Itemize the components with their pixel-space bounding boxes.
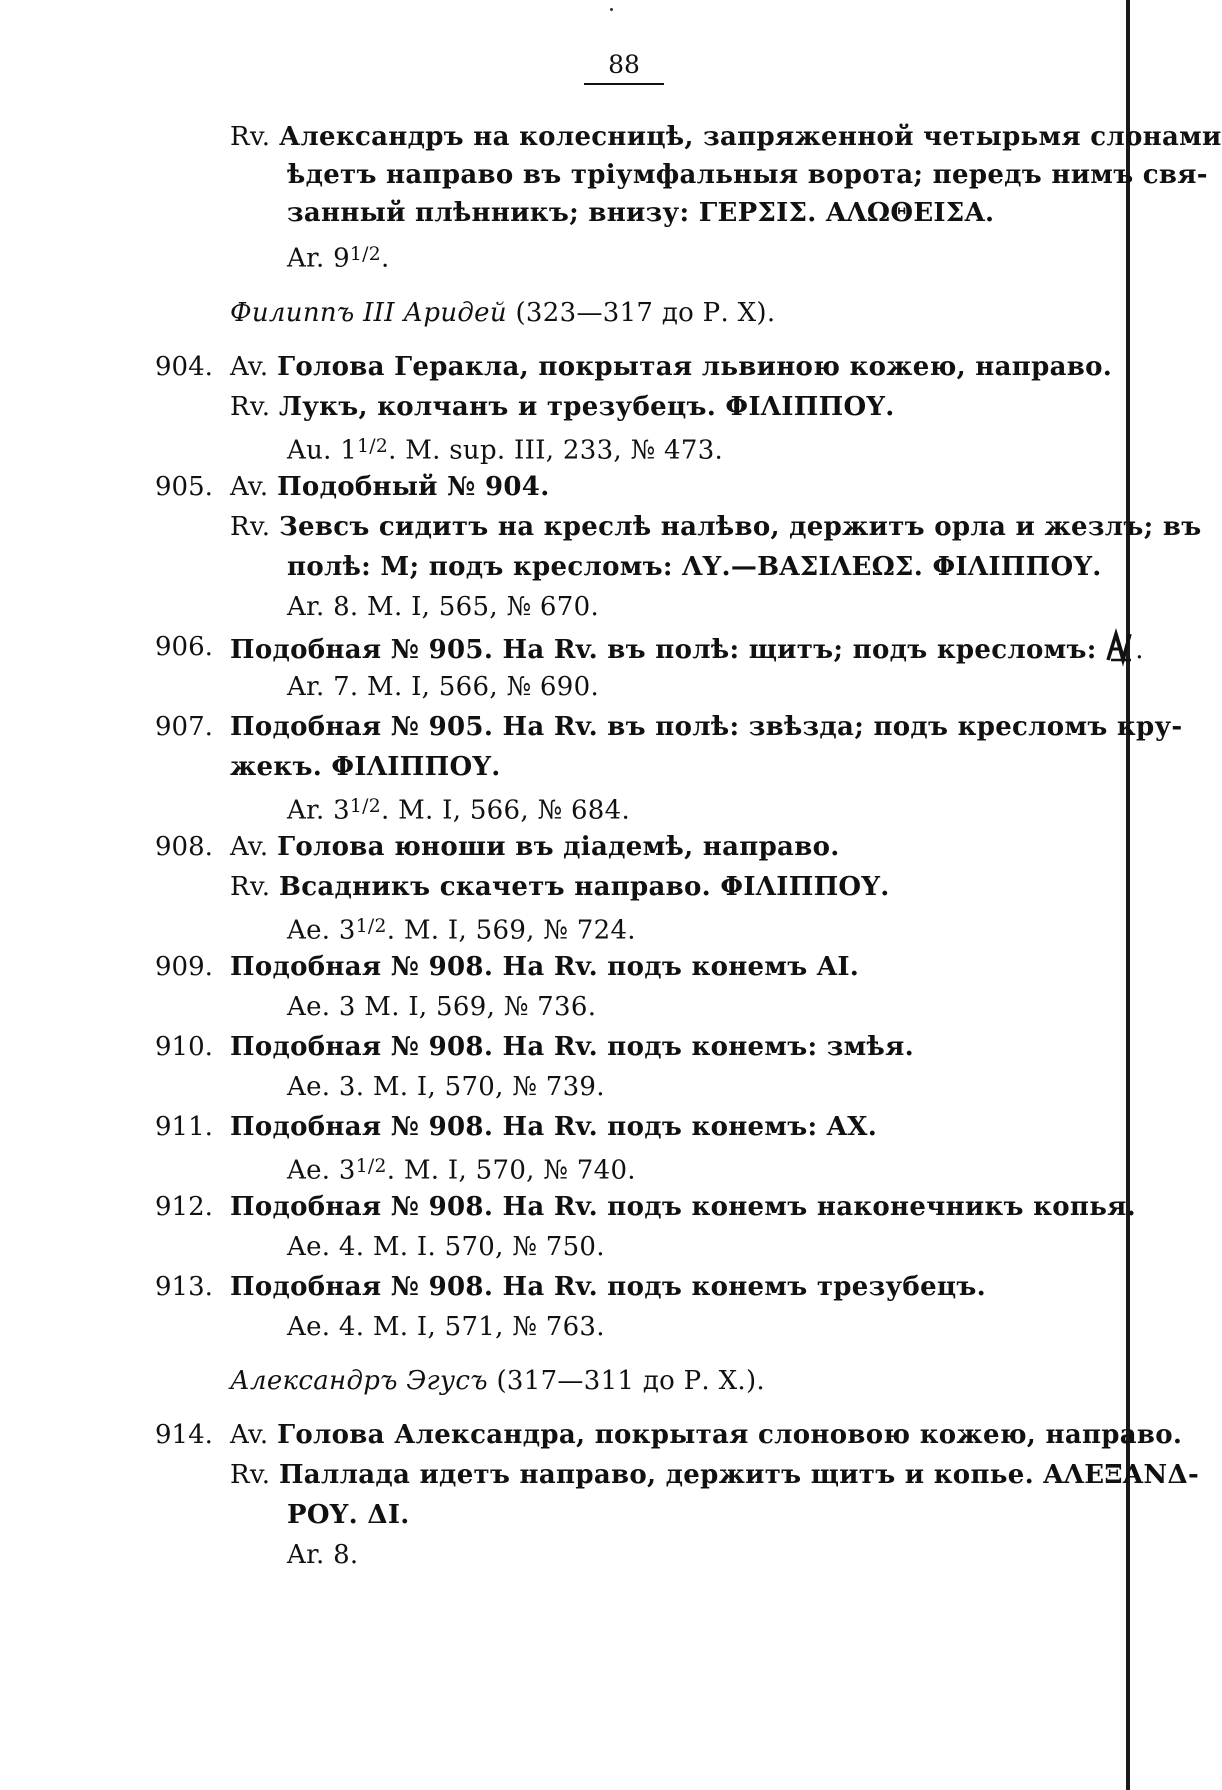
top-rv-line-2: ѣдетъ направо въ тріумфальныя ворота; передъ нимъ свя- xyxy=(287,160,1208,190)
entry-912-text: Подобная № 908. На Rv. подъ конемъ наконечникъ копья. xyxy=(230,1192,1137,1222)
entry-905-number: 905. xyxy=(155,472,213,502)
top-metal-line: Ar. $9^{1/2}$. xyxy=(287,243,390,274)
entry-911-number: 911. xyxy=(155,1112,213,1142)
entry-911-text: Подобная № 908. На Rv. подъ конемъ: ΑΧ. xyxy=(230,1112,878,1142)
entry-914-ref: Ar. 8. xyxy=(287,1540,359,1570)
monogram-icon xyxy=(1105,630,1135,673)
entry-913-number: 913. xyxy=(155,1272,213,1302)
entry-909-text: Подобная № 908. На Rv. подъ конемъ ΑΙ. xyxy=(230,952,860,982)
entry-908-ref: Ae. $3^{1/2}$. M. I, 569, № 724. xyxy=(287,915,636,946)
entry-907-text-1: Подобная № 905. На Rv. въ полѣ: звѣзда; подъ кресломъ кру- xyxy=(230,712,1183,742)
entry-904-ref: Au. $1^{1/2}$. M. sup. III, 233, № 473. xyxy=(287,435,724,466)
entry-905-rv-1: Rv. Зевсъ сидитъ на креслѣ налѣво, держитъ орла и жезлъ; въ xyxy=(230,512,1202,542)
entry-906-ref: Ar. 7. M. I, 566, № 690. xyxy=(287,672,600,702)
print-speck xyxy=(610,8,613,11)
entry-908-av: Av. Голова юноши въ діадемѣ, направо. xyxy=(230,832,840,862)
entry-909-number: 909. xyxy=(155,952,213,982)
entry-910-ref: Ae. 3. M. I, 570, № 739. xyxy=(287,1072,605,1102)
page-edge-rule xyxy=(1126,0,1130,1790)
section-heading-alexander: Александръ Эгусъ (317—311 до Р. Х.). xyxy=(230,1366,765,1396)
entry-913-text: Подобная № 908. На Rv. подъ конемъ трезубецъ. xyxy=(230,1272,987,1302)
entry-911-ref: Ae. $3^{1/2}$. M. I, 570, № 740. xyxy=(287,1155,636,1186)
entry-908-rv: Rv. Всадникъ скачетъ направо. ΦΙΛΙΠΠΟΥ. xyxy=(230,872,890,902)
section-heading-philip: Филиппъ III Аридей (323—317 до Р. Х). xyxy=(230,298,776,328)
entry-914-number: 914. xyxy=(155,1420,213,1450)
entry-907-text-2: жекъ. ΦΙΛΙΠΠΟΥ. xyxy=(230,752,501,782)
entry-905-rv-2: полѣ: M; подъ кресломъ: ΛΥ.—ΒΑΣΙΛΕΩΣ. ΦΙΛΙΠΠΟΥ. xyxy=(287,552,1102,582)
entry-907-ref: Ar. $3^{1/2}$. M. I, 566, № 684. xyxy=(287,795,631,826)
entry-912-ref: Ae. 4. M. I. 570, № 750. xyxy=(287,1232,605,1262)
entry-904-rv: Rv. Лукъ, колчанъ и трезубецъ. ΦΙΛΙΠΠΟΥ. xyxy=(230,392,895,422)
entry-914-rv-1: Rv. Паллада идетъ направо, держитъ щитъ и копье. ΑΛΕΞΑΝΔ- xyxy=(230,1460,1200,1490)
page-number: 88 xyxy=(584,50,664,85)
entry-914-av: Av. Голова Александра, покрытая слоновою кожею, направо. xyxy=(230,1420,1183,1450)
entry-912-number: 912. xyxy=(155,1192,213,1222)
entry-908-number: 908. xyxy=(155,832,213,862)
entry-905-av: Av. Подобный № 904. xyxy=(230,472,550,502)
entry-906-text: Подобная № 905. На Rv. въ полѣ: щитъ; подъ кресломъ: . xyxy=(230,630,1144,673)
entry-906-number: 906. xyxy=(155,632,213,662)
entry-904-av: Av. Голова Геракла, покрытая львиною кожею, направо. xyxy=(230,352,1113,382)
top-rv-line-3: занный плѣнникъ; внизу: ΓΕΡΣΙΣ. ΑΛΩΘΕΙΣΑ. xyxy=(287,198,995,228)
entry-905-ref: Ar. 8. M. I, 565, № 670. xyxy=(287,592,600,622)
entry-913-ref: Ae. 4. M. I, 571, № 763. xyxy=(287,1312,605,1342)
entry-907-number: 907. xyxy=(155,712,213,742)
entry-914-rv-2: ΡΟΥ. ΔΙ. xyxy=(287,1500,410,1530)
entry-910-number: 910. xyxy=(155,1032,213,1062)
entry-904-number: 904. xyxy=(155,352,213,382)
entry-909-ref: Ae. 3 M. I, 569, № 736. xyxy=(287,992,597,1022)
top-rv-line-1: Rv. Александръ на колесницѣ, запряженной четырьмя слонами xyxy=(230,122,1222,152)
entry-910-text: Подобная № 908. На Rv. подъ конемъ: змѣя. xyxy=(230,1032,914,1062)
